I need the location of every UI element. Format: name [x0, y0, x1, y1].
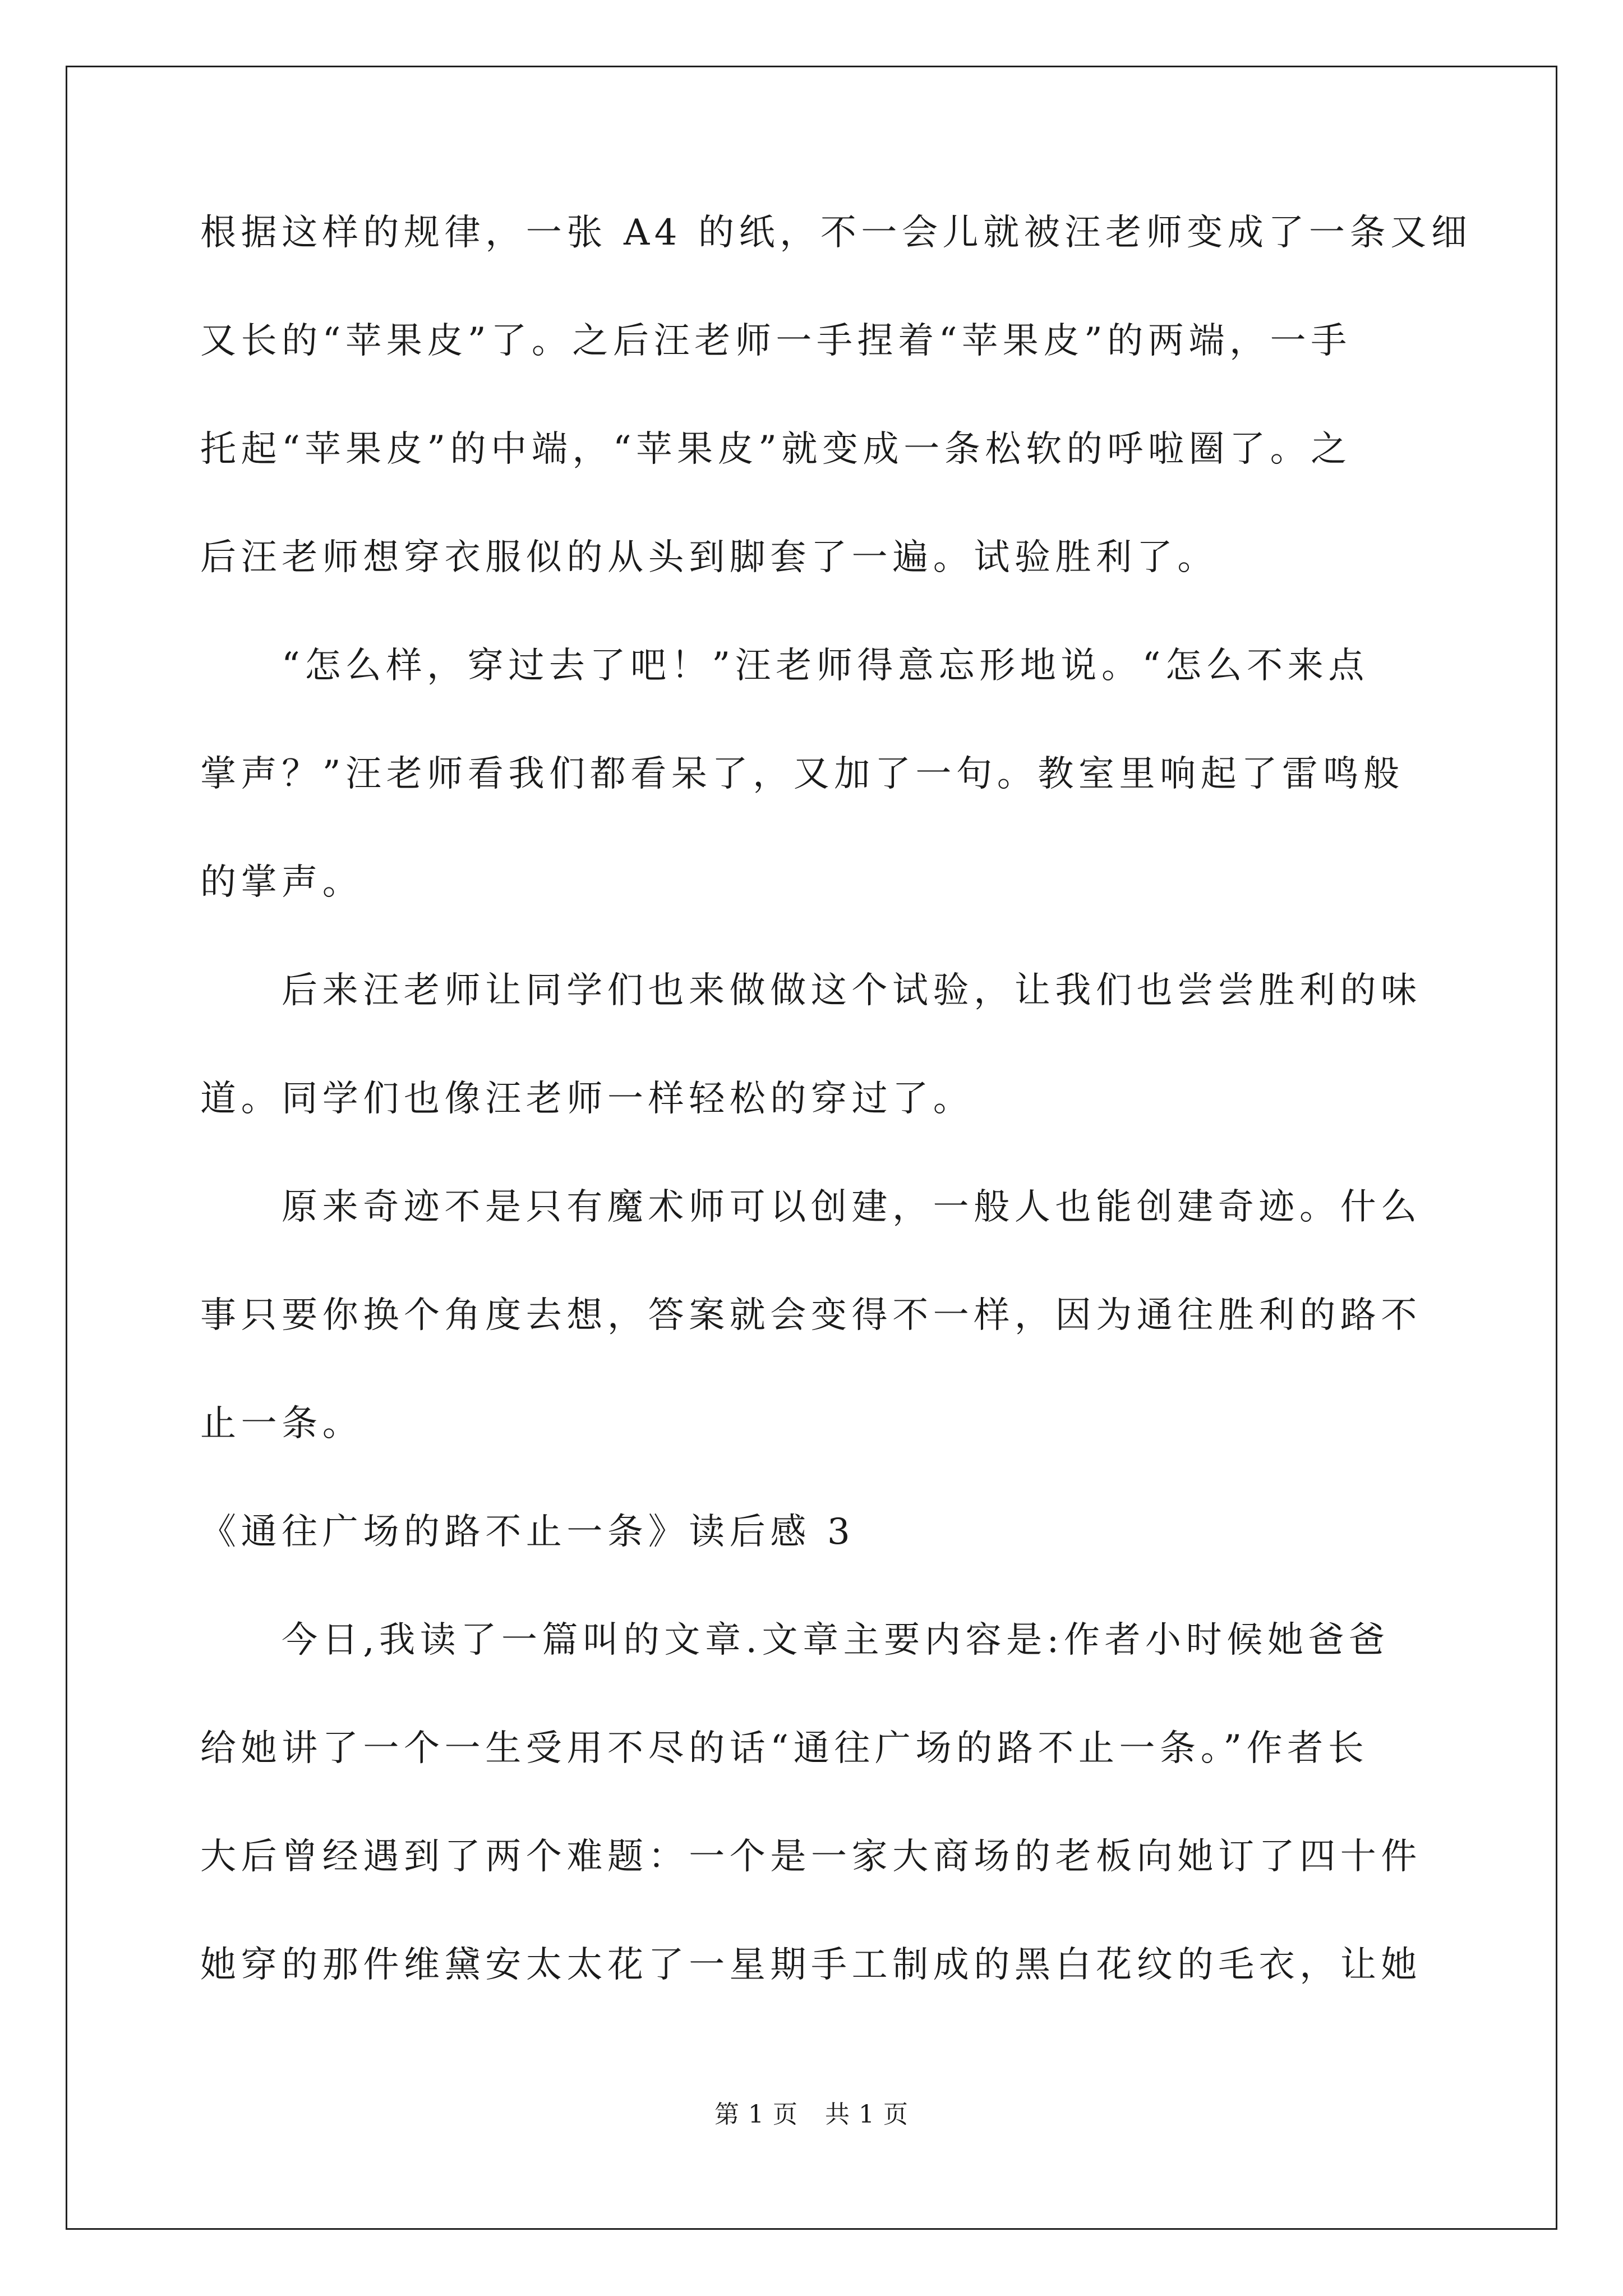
section-heading: 《通往广场的路不止一条》读后感 3	[200, 1511, 855, 1553]
text-line: 的掌声。	[200, 862, 363, 903]
text-line: 根据这样的规律，一张 A4 的纸，不一会儿就被汪老师变成了一条又细	[200, 212, 1472, 254]
page-total: 共 1 页	[825, 2100, 909, 2129]
text-line: 后汪老师想穿衣服似的从头到脚套了一遍。试验胜利了。	[200, 537, 1218, 578]
text-line: 事只要你换个角度去想，答案就会变得不一样，因为通往胜利的路不	[200, 1295, 1422, 1336]
text-line: 大后曾经遇到了两个难题：一个是一家大商场的老板向她订了四十件	[200, 1836, 1422, 1878]
text-line: 托起“苹果皮”的中端，“苹果皮”就变成一条松软的呼啦圈了。之	[200, 429, 1352, 470]
text-line: 她穿的那件维黛安太太花了一星期手工制成的黑白花纹的毛衣，让她	[200, 1944, 1422, 1986]
text-line: 今日,我读了一篇叫的文章.文章主要内容是:作者小时候她爸爸	[282, 1619, 1390, 1661]
text-line: “怎么样，穿过去了吧！”汪老师得意忘形地说。“怎么不来点	[282, 645, 1369, 687]
text-line: 止一条。	[200, 1403, 363, 1444]
text-line: 又长的“苹果皮”了。之后汪老师一手捏着“苹果皮”的两端，一手	[200, 320, 1352, 362]
page-number: 第 1 页	[714, 2100, 798, 2129]
text-line: 给她讲了一个一生受用不尽的话“通往广场的路不止一条。”作者长	[200, 1728, 1369, 1769]
document-body	[200, 212, 1472, 2055]
text-line: 后来汪老师让同学们也来做做这个试验，让我们也尝尝胜利的味	[282, 970, 1422, 1011]
page-footer	[0, 2102, 1623, 2127]
text-line: 掌声？”汪老师看我们都看呆了，又加了一句。教室里响起了雷鸣般	[200, 753, 1404, 795]
text-line: 原来奇迹不是只有魔术师可以创建，一般人也能创建奇迹。什么	[282, 1186, 1422, 1228]
text-line: 道。同学们也像汪老师一样轻松的穿过了。	[200, 1078, 974, 1120]
